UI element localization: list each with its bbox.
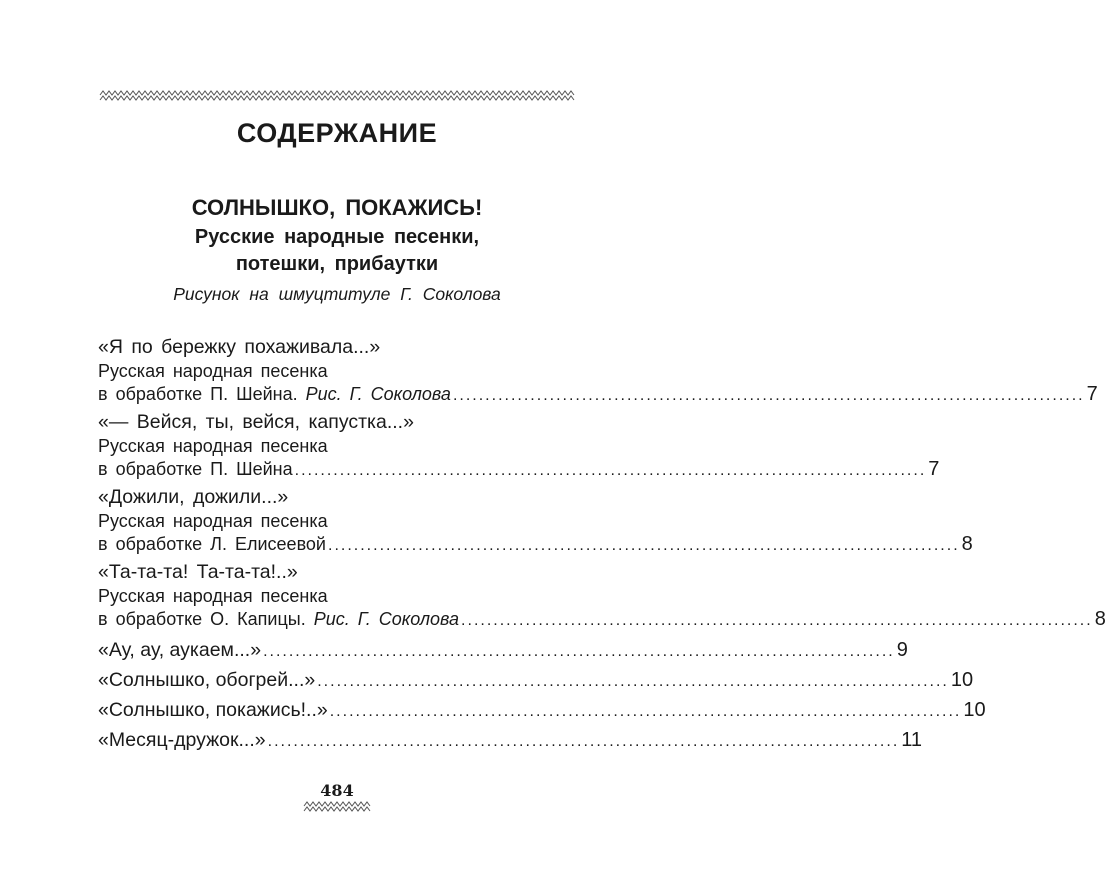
entry-source-line — [98, 458, 940, 481]
entry-source-line — [98, 383, 1098, 406]
entry-page-number: 10 — [950, 669, 974, 691]
entry-adaptation: в обработке П. Шейна. — [98, 384, 298, 404]
entry-title: «Ау, ау, аукаем...» — [98, 639, 262, 661]
entry-page-number: 11 — [901, 729, 923, 751]
entry-credit: Рис. Г. Соколова — [313, 609, 460, 629]
section-subheading-2: потешки, прибаутки — [235, 253, 439, 275]
toc-entry[interactable] — [98, 484, 973, 556]
entry-title: «Месяц-дружок...» — [98, 729, 266, 751]
toc-entry[interactable] — [98, 635, 908, 665]
toc-entry[interactable] — [98, 334, 1098, 406]
entry-title: «Солнышко, обогрей...» — [98, 669, 316, 691]
dot-leader: .................................................................................................. — [263, 643, 895, 660]
entry-genre: Русская народная песенка — [98, 586, 328, 606]
entry-adaptation: в обработке Л. Елисеевой — [98, 534, 326, 554]
toc-entry[interactable] — [98, 695, 986, 725]
entry-page-number: 7 — [928, 458, 940, 480]
entry-genre: Русская народная песенка — [98, 436, 328, 456]
table-of-contents — [98, 334, 1106, 755]
dot-leader: .................................................................................................. — [452, 387, 1085, 404]
entry-source-line — [98, 533, 973, 556]
entry-source-line — [98, 608, 1106, 631]
entry-page-number: 8 — [1094, 608, 1106, 630]
entry-page-number: 9 — [896, 639, 908, 661]
dot-leader: .................................................................................................. — [329, 703, 962, 720]
toc-entry[interactable] — [98, 725, 923, 755]
section-subheading-1: Русские народные песенки, — [194, 226, 480, 248]
entry-genre: Русская народная песенка — [98, 511, 328, 531]
toc-entry[interactable] — [98, 665, 974, 695]
dot-leader: .................................................................................................. — [328, 537, 960, 554]
entry-credit: Рис. Г. Соколова — [305, 384, 451, 404]
page-number: 484 — [320, 781, 354, 800]
top-ornament — [100, 89, 574, 103]
entry-page-number: 7 — [1086, 383, 1098, 405]
entry-title: «Та-та-та! Та-та-та!..» — [98, 561, 298, 583]
entry-title: «Солнышко, покажись!..» — [98, 699, 328, 721]
entry-page-number: 8 — [961, 533, 973, 555]
page-title: СОДЕРЖАНИЕ — [236, 118, 438, 148]
dot-leader: .................................................................................................. — [267, 733, 900, 750]
entry-genre: Русская народная песенка — [98, 361, 328, 381]
dot-leader: .................................................................................................. — [294, 462, 927, 479]
entry-title: «Я по бережку похаживала...» — [98, 336, 381, 358]
entry-title: «— Вейся, ты, вейся, капустка...» — [98, 411, 414, 433]
toc-entry[interactable] — [98, 559, 1106, 631]
entry-page-number: 10 — [963, 699, 986, 721]
dot-leader: .................................................................................................. — [461, 612, 1093, 629]
dot-leader: .................................................................................................. — [317, 673, 949, 690]
section-heading: СОЛНЫШКО, ПОКАЖИСЬ! — [191, 195, 483, 220]
entry-title: «Дожили, дожили...» — [98, 486, 289, 508]
bottom-ornament — [304, 800, 370, 814]
entry-adaptation: в обработке О. Капицы. — [98, 609, 306, 629]
illustration-note: Рисунок на шмуцтитуле Г. Соколова — [173, 284, 501, 304]
entry-adaptation: в обработке П. Шейна — [98, 459, 293, 479]
toc-entry[interactable] — [98, 409, 940, 481]
